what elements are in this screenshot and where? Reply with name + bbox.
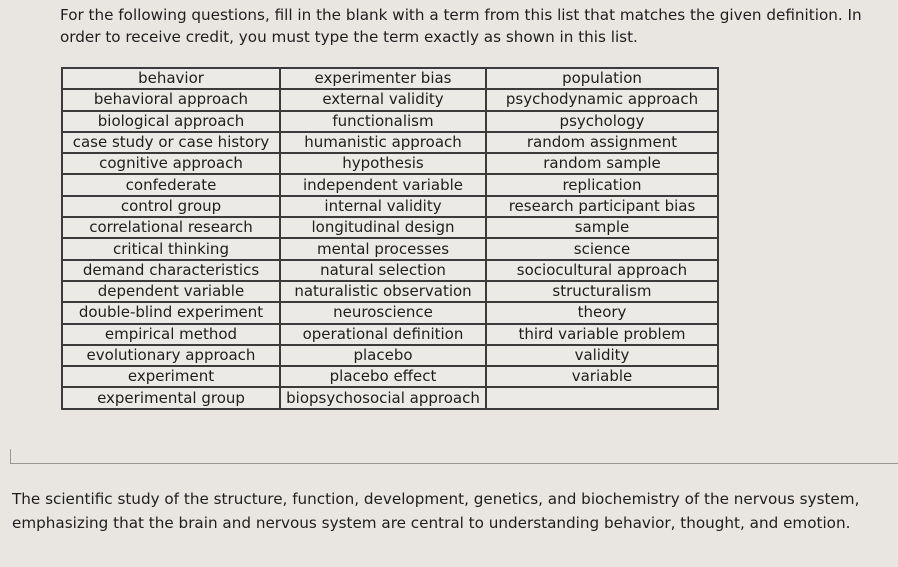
table-row (62, 89, 718, 110)
table-cell: psychology (486, 111, 718, 132)
table-cell: internal validity (280, 196, 486, 217)
table-row (62, 324, 718, 345)
table-cell: control group (62, 196, 280, 217)
table-row (62, 345, 718, 366)
table-cell: dependent variable (62, 281, 280, 302)
table-cell (486, 387, 718, 408)
table-cell: neuroscience (280, 302, 486, 323)
table-cell: operational definition (280, 324, 486, 345)
table-cell: variable (486, 366, 718, 387)
table-cell: confederate (62, 174, 280, 195)
table-row (62, 68, 718, 89)
table-cell: biological approach (62, 111, 280, 132)
terms-table (61, 67, 719, 410)
table-cell: placebo (280, 345, 486, 366)
table-cell: third variable problem (486, 324, 718, 345)
table-cell: population (486, 68, 718, 89)
table-cell: critical thinking (62, 238, 280, 259)
table-row (62, 260, 718, 281)
table-cell: independent variable (280, 174, 486, 195)
table-row (62, 174, 718, 195)
table-cell: sociocultural approach (486, 260, 718, 281)
table-row (62, 217, 718, 238)
table-row (62, 387, 718, 408)
table-cell: structuralism (486, 281, 718, 302)
table-cell: experimental group (62, 387, 280, 408)
section-divider-tick (10, 449, 11, 463)
table-cell: external validity (280, 89, 486, 110)
table-row (62, 302, 718, 323)
table-row (62, 366, 718, 387)
table-cell: cognitive approach (62, 153, 280, 174)
table-cell: biopsychosocial approach (280, 387, 486, 408)
table-cell: experimenter bias (280, 68, 486, 89)
table-row (62, 196, 718, 217)
table-cell: correlational research (62, 217, 280, 238)
table-cell: research participant bias (486, 196, 718, 217)
table-row (62, 153, 718, 174)
table-cell: longitudinal design (280, 217, 486, 238)
table-cell: experiment (62, 366, 280, 387)
table-cell: naturalistic observation (280, 281, 486, 302)
table-cell: behavioral approach (62, 89, 280, 110)
table-cell: behavior (62, 68, 280, 89)
table-row (62, 132, 718, 153)
table-cell: empirical method (62, 324, 280, 345)
table-cell: humanistic approach (280, 132, 486, 153)
table-row (62, 238, 718, 259)
table-cell: evolutionary approach (62, 345, 280, 366)
table-cell: hypothesis (280, 153, 486, 174)
terms-table-body (62, 68, 718, 409)
table-row (62, 111, 718, 132)
section-divider (10, 463, 898, 464)
table-cell: validity (486, 345, 718, 366)
question-definition: The scientific study of the structure, function, development, genetics, and biochemistry of the nervous system, emphasizing that the brain and nervous system are central to understanding behavior, thought, and emotion. (12, 490, 860, 532)
table-cell: case study or case history (62, 132, 280, 153)
table-cell: science (486, 238, 718, 259)
table-cell: functionalism (280, 111, 486, 132)
table-cell: sample (486, 217, 718, 238)
table-row (62, 281, 718, 302)
table-cell: psychodynamic approach (486, 89, 718, 110)
table-cell: natural selection (280, 260, 486, 281)
table-cell: placebo effect (280, 366, 486, 387)
table-cell: mental processes (280, 238, 486, 259)
table-cell: random assignment (486, 132, 718, 153)
table-cell: theory (486, 302, 718, 323)
table-cell: demand characteristics (62, 260, 280, 281)
table-cell: replication (486, 174, 718, 195)
table-cell: double-blind experiment (62, 302, 280, 323)
table-cell: random sample (486, 153, 718, 174)
instructions-text: For the following questions, fill in the blank with a term from this list that matches the given definition. In order to receive credit, you must type the term exactly as shown in this list. (60, 6, 862, 46)
